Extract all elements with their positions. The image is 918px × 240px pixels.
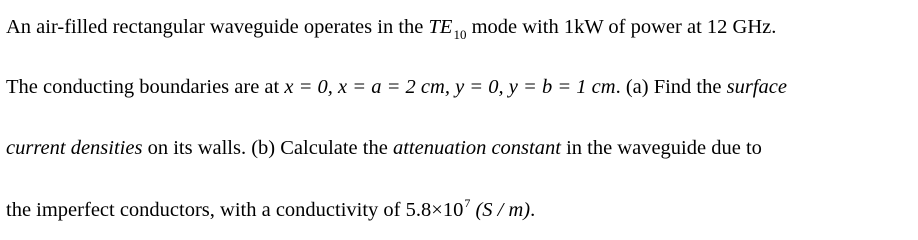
line2-pre-text: The conducting boundaries are at xyxy=(6,76,285,98)
line3-mid-text: on its walls. (b) Calculate the xyxy=(142,137,393,159)
attenuation-constant-emphasis: attenuation constant xyxy=(392,137,561,159)
conductivity-mantissa: 5.8×10 xyxy=(405,199,464,221)
line4-pre-text: the imperfect conductors, with a conductivity of xyxy=(6,199,406,221)
line1-pre-text: An air-filled rectangular waveguide operates in the xyxy=(6,16,429,38)
line1-post-text: mode with 1kW of power at 12 GHz. xyxy=(466,16,777,38)
problem-line-1 xyxy=(6,16,777,42)
problem-line-4 xyxy=(6,196,536,221)
surface-emphasis: surface xyxy=(726,76,787,98)
current-densities-emphasis: current densities xyxy=(6,137,143,159)
problem-line-2 xyxy=(6,77,787,98)
conductivity-units: (S / m) xyxy=(470,199,531,221)
boundary-equations: x = 0, x = a = 2 cm, y = 0, y = b = 1 cm xyxy=(284,76,616,98)
mode-symbol: TE xyxy=(428,16,453,38)
conductivity-exponent: 7 xyxy=(464,196,471,210)
problem-line-3 xyxy=(6,138,762,159)
line4-end: . xyxy=(530,199,536,221)
line3-post-text: in the waveguide due to xyxy=(560,137,762,159)
line2-post-text: . (a) Find the xyxy=(615,76,727,98)
mode-subscript: 10 xyxy=(453,27,467,42)
